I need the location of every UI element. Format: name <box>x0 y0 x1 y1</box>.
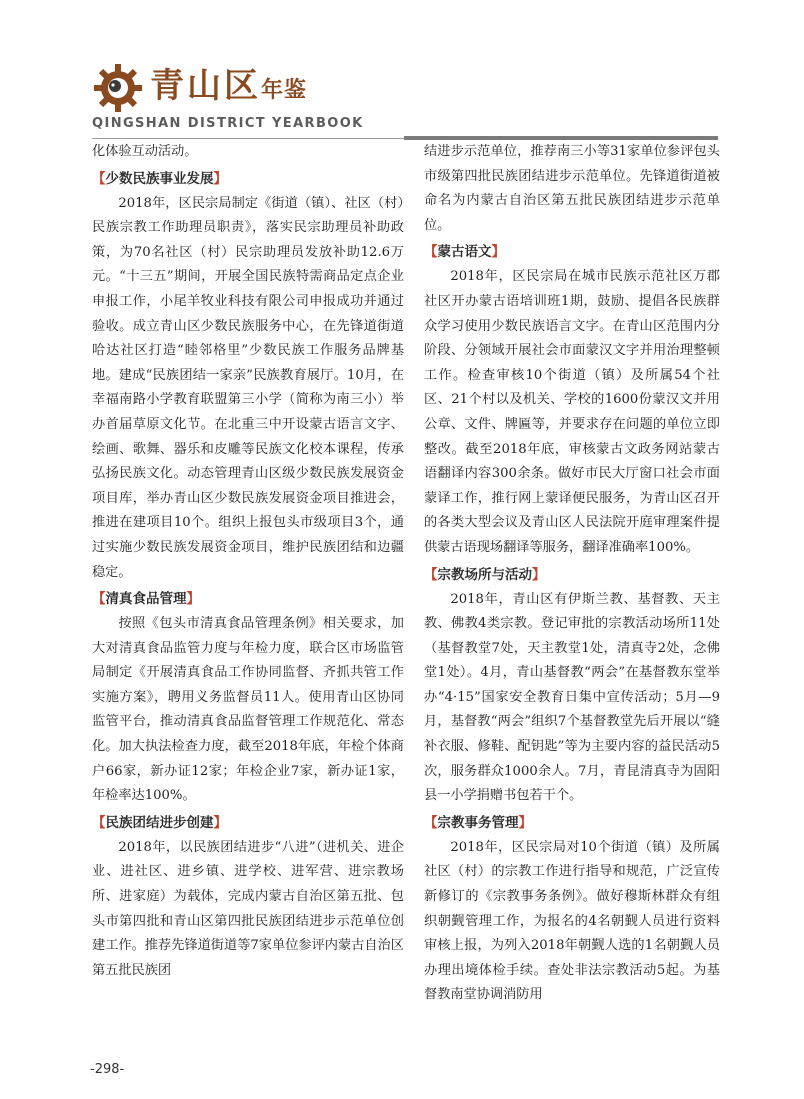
left-intro-text: 化体验互动活动。 <box>92 144 198 159</box>
right-continuation-text: 结进步示范单位，推荐南三小等31家单位参评包头市级第四批民族团结进步示范单位。先锋道街道被命名为内蒙古自治区第五批民族团结进步示范单位。 <box>424 144 720 233</box>
section-heading-mongolian-language: 【蒙古语文】 <box>424 244 505 261</box>
left-column <box>92 140 404 1055</box>
section-paragraph-religious-affairs: 2018年，区民宗局对10个街道（镇）及所属社区（村）的宗教工作进行指导和规范，广泛宣传新修订的《宗教事务条例》。做好穆斯林群众有组织朝觐管理工作，为报名的4名朝觐人员进行资料审核上报，为列入2018年朝觐人选的1名朝觐人员办理出境体检手续。查处非法宗教活动5起。为基督教南堂协调消防用 <box>424 839 720 1003</box>
section-paragraph-ethnic-affairs: 2018年，区民宗局制定《街道（镇）、社区（村）民族宗教工作助理员职责》，落实民宗助理员补助政策，为70名社区（村）民宗助理员发放补助12.6万元。“十三五”期间，开展全国民族特需商品定点企业申报工作，小尾羊牧业科技有限公司申报成功并通过验收。成立青山区少数民族服务中心，在先锋道街道哈达社区打造“睦邻格里”少数民族工作服务品牌基地。建成“民族团结一家亲”民族教育展厅。10月，在幸福南路小学教育联盟第三小学（简称为南三小）举办首届草原文化节。在北重三中开设蒙古语言文字、绘画、歌舞、器乐和皮雕等民族文化校本课程，传承弘扬民族文化。动态管理青山区级少数民族发展资金项目库，举办青山区少数民族发展资金项目推进会，推进在建项目10个。组织上报包头市级项目3个，通过实施少数民族发展资金项目，维护民族团结和边疆稳定。 <box>92 195 404 580</box>
section-paragraph-ethnic-unity: 2018年，以民族团结进步“八进”（进机关、进企业、进社区、进乡镇、进学校、进军营、进宗教场所、进家庭）为载体，完成内蒙古自治区第五批、包头市第四批和青山区第四批民族团结进步示范单位创建工作。推荐先锋道街道等7家单位参评内蒙古自治区第五批民族团 <box>92 839 404 978</box>
section-heading-ethnic-unity: 【民族团结进步创建】 <box>92 814 227 831</box>
section-paragraph-halal-food: 按照《包头市清真食品管理条例》相关要求，加大对清真食品监管力度与年检力度，联合区市场监管局制定《开展清真食品工作协同监督、齐抓共管工作实施方案》，聘用义务监督员11人。使用青山区协同监管平台，推动清真食品监督管理工作规范化、常态化。加大执法检查力度，截至2018年底，年检个体商户66家，新办证12家；年检企业7家，新办证1家，年检率达100%。 <box>92 616 404 804</box>
section-paragraph-religious-sites: 2018年，青山区有伊斯兰教、基督教、天主教、佛教4类宗教。登记审批的宗教活动场所11处（基督教堂7处，天主教堂1处，清真寺2处，念佛堂1处）。4月，青山基督教“两会”在基督教东堂举办“4·15”国家安全教育日集中宣传活动；5月—9月，基督教“两会”组织7个基督教堂先后开展以“缝补衣服、修鞋、配钥匙”等为主要内容的益民活动5次，服务群众1000余人。7月，青昆清真寺为固阳县一小学捐赠书包若干个。 <box>424 591 720 804</box>
yearbook-subtitle: QINGSHAN DISTRICT YEARBOOK <box>92 116 364 131</box>
section-paragraph-mongolian-language: 2018年，区民宗局在城市民族示范社区万郡社区开办蒙古语培训班1期，鼓励、提倡各民族群众学习使用少数民族语言文字。在青山区范围内分阶段、分领域开展社会市面蒙汉文字并用治理整顿工作。检查审核10个街道（镇）及所属54个社区、21个村以及机关、学校的1600份蒙汉文并用公章、文件、牌匾等，并要求存在问题的单位立即整改。截至2018年底，审核蒙古文政务网站蒙古语翻译内容300余条。做好市民大厅窗口社会市面蒙译工作，推行网上蒙译便民服务，为青山区召开的各类大型会议及青山区人民法院开庭审理案件提供蒙古语现场翻译等服务，翻译准确率100%。 <box>424 269 720 555</box>
header-rule-left <box>92 138 404 139</box>
right-column <box>424 140 720 1055</box>
yearbook-title-main: 青山区 <box>150 66 261 106</box>
page-header <box>0 0 804 140</box>
section-heading-religious-sites: 【宗教场所与活动】 <box>424 566 546 583</box>
section-heading-ethnic-affairs: 【少数民族事业发展】 <box>92 170 227 187</box>
yearbook-title-suffix: 年鉴 <box>261 77 308 103</box>
section-heading-religious-affairs: 【宗教事务管理】 <box>424 814 532 831</box>
yearbook-title <box>150 58 307 114</box>
page-number: -298- <box>90 1062 125 1077</box>
section-heading-halal-food: 【清真食品管理】 <box>92 591 200 608</box>
gear-head-logo-icon <box>92 62 144 114</box>
